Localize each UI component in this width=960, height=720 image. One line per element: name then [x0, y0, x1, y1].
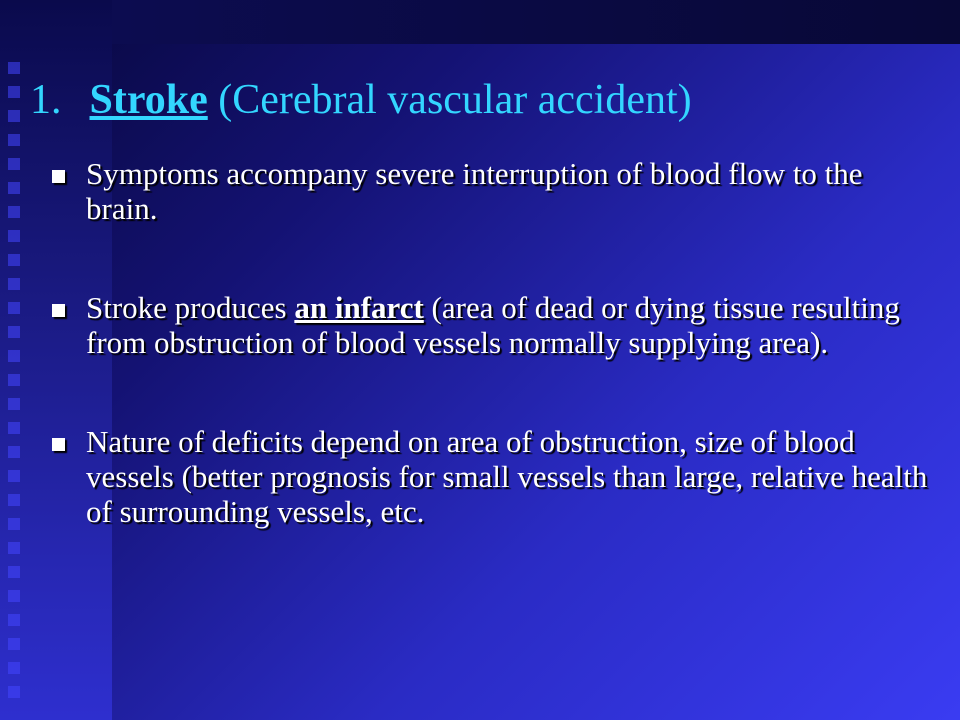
- decorative-square: [8, 326, 20, 338]
- decorative-square: [8, 62, 20, 74]
- square-bullet-icon: [52, 438, 65, 451]
- decorative-square: [8, 398, 20, 410]
- bullet-list: [52, 156, 932, 529]
- decorative-square: [8, 638, 20, 650]
- bullet-text: Nature of deficits depend on area of obstruction, size of blood vessels (better prognosis for small vessels than large, relative health of surrounding vessels, etc.: [86, 424, 928, 529]
- decorative-square: [8, 158, 20, 170]
- decorative-square: [8, 446, 20, 458]
- decorative-square: [8, 494, 20, 506]
- decorative-square: [8, 470, 20, 482]
- decorative-square: [8, 110, 20, 122]
- decorative-square: [8, 134, 20, 146]
- slide-title: [30, 76, 692, 124]
- decorative-square: [8, 422, 20, 434]
- decorative-square: [8, 350, 20, 362]
- square-bullet-icon: [52, 304, 65, 317]
- decorative-square: [8, 302, 20, 314]
- decorative-square: [8, 566, 20, 578]
- decorative-square: [8, 614, 20, 626]
- title-rest: (Cerebral vascular accident): [218, 77, 692, 123]
- bullet-text: Symptoms accompany severe interruption of blood flow to the brain.: [86, 156, 863, 226]
- title-number: 1.: [30, 77, 62, 123]
- decorative-square: [8, 518, 20, 530]
- bullet-text-before: Stroke produces: [86, 290, 295, 325]
- decorative-square: [8, 182, 20, 194]
- bullet-text-after: (area of dead or dying tissue resulting from obstruction of blood vessels normally supplying area).: [86, 290, 900, 360]
- decorative-square: [8, 590, 20, 602]
- decorative-square: [8, 206, 20, 218]
- bullet-item: [52, 424, 932, 529]
- decorative-square: [8, 278, 20, 290]
- bullet-item: [52, 156, 932, 226]
- decorative-square: [8, 230, 20, 242]
- decorative-square: [8, 686, 20, 698]
- top-decoration-band: [112, 0, 960, 44]
- bullet-item: [52, 290, 932, 360]
- decorative-square: [8, 86, 20, 98]
- decorative-square: [8, 542, 20, 554]
- decorative-square: [8, 662, 20, 674]
- decorative-square: [8, 374, 20, 386]
- title-keyword-link[interactable]: Stroke: [89, 77, 208, 123]
- square-bullet-icon: [52, 170, 65, 183]
- decorative-square: [8, 254, 20, 266]
- infarct-emphasis: an infarct: [294, 290, 424, 325]
